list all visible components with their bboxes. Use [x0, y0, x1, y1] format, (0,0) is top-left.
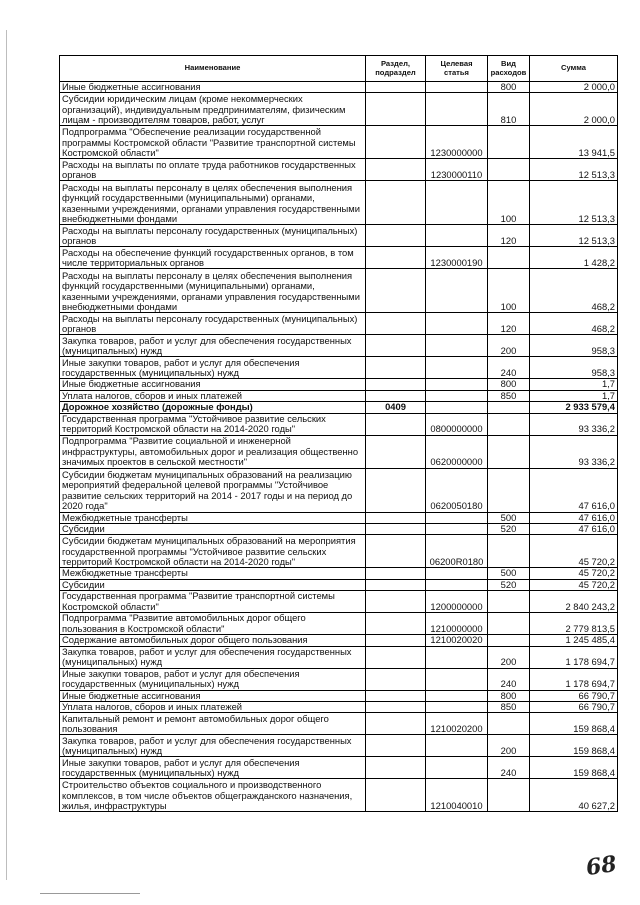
cell-name: Субсидии: [60, 579, 366, 590]
cell-section: [366, 591, 426, 613]
cell-sum: 2 779 813,5: [530, 613, 618, 635]
cell-sum: 12 513,3: [530, 181, 618, 225]
cell-sum: 159 868,4: [530, 735, 618, 757]
cell-target: [426, 313, 488, 335]
cell-section: [366, 690, 426, 701]
cell-section: [366, 357, 426, 379]
cell-section: [366, 159, 426, 181]
table-body: [60, 82, 618, 812]
table-row: [60, 379, 618, 390]
cell-section: 0409: [366, 402, 426, 413]
cell-name: Иные бюджетные ассигнования: [60, 82, 366, 93]
cell-name: Расходы на выплаты персоналу государственных (муниципальных) органов: [60, 225, 366, 247]
cell-expense: [488, 613, 530, 635]
cell-target: [426, 335, 488, 357]
header-name: Наименование: [60, 56, 366, 82]
cell-target: [426, 357, 488, 379]
cell-expense: 800: [488, 82, 530, 93]
cell-sum: 66 790,7: [530, 702, 618, 713]
cell-sum: 468,2: [530, 269, 618, 313]
cell-target: 0800000000: [426, 413, 488, 435]
cell-name: Уплата налогов, сборов и иных платежей: [60, 702, 366, 713]
cell-section: [366, 413, 426, 435]
cell-sum: 47 616,0: [530, 468, 618, 512]
table-row: [60, 713, 618, 735]
cell-expense: [488, 402, 530, 413]
cell-name: Расходы на выплаты персоналу в целях обеспечения выполнения функций государственными (муниципальными) органами, казенными учреждениями, органами управления государственными внебюджетными фондами: [60, 181, 366, 225]
cell-sum: 468,2: [530, 313, 618, 335]
cell-target: [426, 757, 488, 779]
cell-section: [366, 568, 426, 579]
cell-sum: 13 941,5: [530, 126, 618, 159]
cell-name: Уплата налогов, сборов и иных платежей: [60, 390, 366, 401]
table-row: [60, 702, 618, 713]
cell-name: Содержание автомобильных дорог общего пользования: [60, 635, 366, 646]
table-row: [60, 524, 618, 535]
cell-sum: 2 000,0: [530, 93, 618, 126]
cell-name: Дорожное хозяйство (дорожные фонды): [60, 402, 366, 413]
cell-section: [366, 82, 426, 93]
table-row: [60, 413, 618, 435]
cell-name: Субсидии бюджетам муниципальных образований на мероприятия государственной программы "Устойчивое развитие сельских территорий Костромской области на 2014-2020 годы": [60, 535, 366, 568]
table-row: [60, 579, 618, 590]
cell-sum: 12 513,3: [530, 159, 618, 181]
cell-target: [426, 93, 488, 126]
cell-expense: 810: [488, 93, 530, 126]
cell-section: [366, 668, 426, 690]
cell-name: Межбюджетные трансферты: [60, 568, 366, 579]
cell-expense: 100: [488, 181, 530, 225]
cell-name: Субсидии: [60, 524, 366, 535]
cell-expense: 800: [488, 690, 530, 701]
table-row: [60, 390, 618, 401]
table-row: [60, 668, 618, 690]
cell-sum: 958,3: [530, 357, 618, 379]
cell-target: 1210020020: [426, 635, 488, 646]
cell-section: [366, 247, 426, 269]
cell-target: [426, 181, 488, 225]
cell-section: [366, 468, 426, 512]
cell-section: [366, 335, 426, 357]
table-row: [60, 159, 618, 181]
cell-target: [426, 579, 488, 590]
cell-sum: 2 933 579,4: [530, 402, 618, 413]
cell-section: [366, 735, 426, 757]
cell-expense: [488, 247, 530, 269]
cell-expense: 850: [488, 702, 530, 713]
cell-target: [426, 568, 488, 579]
cell-sum: 45 720,2: [530, 579, 618, 590]
cell-expense: 520: [488, 579, 530, 590]
footer-rule: [40, 893, 140, 894]
cell-expense: [488, 713, 530, 735]
table-row: [60, 646, 618, 668]
cell-target: [426, 390, 488, 401]
table-row: [60, 181, 618, 225]
header-section: Раздел, подраздел: [366, 56, 426, 82]
cell-expense: 200: [488, 646, 530, 668]
cell-section: [366, 126, 426, 159]
cell-expense: [488, 435, 530, 468]
cell-section: [366, 535, 426, 568]
cell-expense: 500: [488, 568, 530, 579]
cell-expense: 240: [488, 757, 530, 779]
cell-target: [426, 269, 488, 313]
cell-section: [366, 779, 426, 812]
table-row: [60, 357, 618, 379]
cell-name: Иные закупки товаров, работ и услуг для обеспечения государственных (муниципальных) нужд: [60, 357, 366, 379]
cell-name: Иные закупки товаров, работ и услуг для обеспечения государственных (муниципальных) нужд: [60, 668, 366, 690]
cell-name: Закупка товаров, работ и услуг для обеспечения государственных (муниципальных) нужд: [60, 735, 366, 757]
cell-sum: 958,3: [530, 335, 618, 357]
cell-name: Подпрограмма "Развитие автомобильных дорог общего пользования в Костромской области": [60, 613, 366, 635]
cell-target: [426, 402, 488, 413]
cell-expense: [488, 635, 530, 646]
table-row: [60, 512, 618, 523]
cell-target: 1230000190: [426, 247, 488, 269]
cell-name: Иные бюджетные ассигнования: [60, 379, 366, 390]
cell-section: [366, 635, 426, 646]
cell-expense: 240: [488, 668, 530, 690]
cell-target: [426, 524, 488, 535]
cell-target: 0620050180: [426, 468, 488, 512]
cell-expense: [488, 779, 530, 812]
table-row: [60, 613, 618, 635]
cell-name: Межбюджетные трансферты: [60, 512, 366, 523]
cell-expense: 200: [488, 735, 530, 757]
cell-name: Расходы на обеспечение функций государственных органов, в том числе территориальных органов: [60, 247, 366, 269]
cell-section: [366, 524, 426, 535]
cell-name: Капитальный ремонт и ремонт автомобильных дорог общего пользования: [60, 713, 366, 735]
cell-section: [366, 379, 426, 390]
table-row: [60, 757, 618, 779]
cell-name: Подпрограмма "Развитие социальной и инженерной инфраструктуры, автомобильных дорог и реализация общественно значимых проектов в сельской местности": [60, 435, 366, 468]
budget-table: [59, 55, 618, 812]
table-row: [60, 126, 618, 159]
cell-sum: 1 428,2: [530, 247, 618, 269]
cell-name: Субсидии юридическим лицам (кроме некоммерческих организаций), индивидуальным предпринимателям, физическим лицам - производителям товаров, работ, услуг: [60, 93, 366, 126]
cell-sum: 2 000,0: [530, 82, 618, 93]
cell-target: 1210040010: [426, 779, 488, 812]
cell-name: Расходы на выплаты персоналу государственных (муниципальных) органов: [60, 313, 366, 335]
cell-target: 1210000000: [426, 613, 488, 635]
cell-section: [366, 313, 426, 335]
cell-section: [366, 225, 426, 247]
table-header-row: [60, 56, 618, 82]
cell-name: Расходы на выплаты по оплате труда работников государственных органов: [60, 159, 366, 181]
cell-target: 0620000000: [426, 435, 488, 468]
cell-expense: [488, 468, 530, 512]
cell-expense: [488, 535, 530, 568]
cell-expense: [488, 591, 530, 613]
cell-target: [426, 379, 488, 390]
cell-expense: 520: [488, 524, 530, 535]
cell-expense: [488, 126, 530, 159]
cell-section: [366, 390, 426, 401]
cell-section: [366, 512, 426, 523]
table-row: [60, 779, 618, 812]
cell-sum: 159 868,4: [530, 757, 618, 779]
cell-target: [426, 690, 488, 701]
cell-section: [366, 713, 426, 735]
cell-target: 1230000000: [426, 126, 488, 159]
cell-expense: 120: [488, 225, 530, 247]
cell-expense: 100: [488, 269, 530, 313]
cell-sum: 1 178 694,7: [530, 646, 618, 668]
cell-target: [426, 646, 488, 668]
cell-name: Государственная программа "Развитие транспортной системы Костромской области": [60, 591, 366, 613]
cell-target: 1200000000: [426, 591, 488, 613]
cell-expense: 240: [488, 357, 530, 379]
table-row: [60, 247, 618, 269]
cell-sum: 45 720,2: [530, 535, 618, 568]
table-row: [60, 82, 618, 93]
cell-name: Расходы на выплаты персоналу в целях обеспечения выполнения функций государственными (муниципальными) органами, казенными учреждениями, органами управления государственными внебюджетными фондами: [60, 269, 366, 313]
cell-target: [426, 225, 488, 247]
cell-sum: 47 616,0: [530, 524, 618, 535]
table-row: [60, 313, 618, 335]
header-target: Целевая статья: [426, 56, 488, 82]
cell-name: Иные бюджетные ассигнования: [60, 690, 366, 701]
cell-section: [366, 702, 426, 713]
cell-sum: 1,7: [530, 390, 618, 401]
cell-sum: 1 245 485,4: [530, 635, 618, 646]
cell-expense: 120: [488, 313, 530, 335]
cell-sum: 45 720,2: [530, 568, 618, 579]
binding-margin-line: [6, 30, 7, 880]
cell-section: [366, 93, 426, 126]
cell-target: [426, 668, 488, 690]
cell-section: [366, 181, 426, 225]
cell-target: [426, 512, 488, 523]
cell-expense: 850: [488, 390, 530, 401]
cell-name: Иные закупки товаров, работ и услуг для обеспечения государственных (муниципальных) нужд: [60, 757, 366, 779]
cell-target: [426, 735, 488, 757]
table-row: [60, 335, 618, 357]
header-sum: Сумма: [530, 56, 618, 82]
cell-sum: 1 178 694,7: [530, 668, 618, 690]
table-row: [60, 435, 618, 468]
table-row: [60, 735, 618, 757]
table-row: [60, 535, 618, 568]
table-row: [60, 225, 618, 247]
header-expense: Вид расходов: [488, 56, 530, 82]
cell-name: Субсидии бюджетам муниципальных образований на реализацию мероприятий федеральной целевой программы "Устойчивое развитие сельских территорий на 2014 - 2017 годы и на период до 2020 года": [60, 468, 366, 512]
table-row: [60, 402, 618, 413]
cell-target: [426, 702, 488, 713]
cell-expense: [488, 413, 530, 435]
cell-section: [366, 269, 426, 313]
cell-name: Закупка товаров, работ и услуг для обеспечения государственных (муниципальных) нужд: [60, 646, 366, 668]
table-row: [60, 93, 618, 126]
cell-name: Государственная программа "Устойчивое развитие сельских территорий Костромской области на 2014-2020 годы": [60, 413, 366, 435]
cell-target: 1210020200: [426, 713, 488, 735]
cell-target: 1230000110: [426, 159, 488, 181]
cell-sum: 40 627,2: [530, 779, 618, 812]
cell-section: [366, 757, 426, 779]
table-row: [60, 468, 618, 512]
cell-target: 06200R0180: [426, 535, 488, 568]
cell-sum: 2 840 243,2: [530, 591, 618, 613]
table-row: [60, 635, 618, 646]
table-row: [60, 690, 618, 701]
cell-name: Строительство объектов социального и производственного комплексов, в том числе объектов общегражданского назначения, жилья, инфраструктуры: [60, 779, 366, 812]
cell-section: [366, 579, 426, 590]
table-row: [60, 269, 618, 313]
cell-target: [426, 82, 488, 93]
handwritten-page-number: 68: [584, 850, 619, 882]
cell-section: [366, 435, 426, 468]
table-row: [60, 568, 618, 579]
cell-sum: 93 336,2: [530, 435, 618, 468]
cell-section: [366, 613, 426, 635]
cell-name: Подпрограмма "Обеспечение реализации государственной программы Костромской области "Развитие транспортной системы Костромской области": [60, 126, 366, 159]
table-row: [60, 591, 618, 613]
cell-name: Закупка товаров, работ и услуг для обеспечения государственных (муниципальных) нужд: [60, 335, 366, 357]
cell-expense: 500: [488, 512, 530, 523]
cell-section: [366, 646, 426, 668]
cell-expense: 800: [488, 379, 530, 390]
cell-expense: 200: [488, 335, 530, 357]
cell-sum: 66 790,7: [530, 690, 618, 701]
cell-sum: 47 616,0: [530, 512, 618, 523]
cell-sum: 159 868,4: [530, 713, 618, 735]
cell-sum: 12 513,3: [530, 225, 618, 247]
cell-sum: 1,7: [530, 379, 618, 390]
cell-expense: [488, 159, 530, 181]
cell-sum: 93 336,2: [530, 413, 618, 435]
